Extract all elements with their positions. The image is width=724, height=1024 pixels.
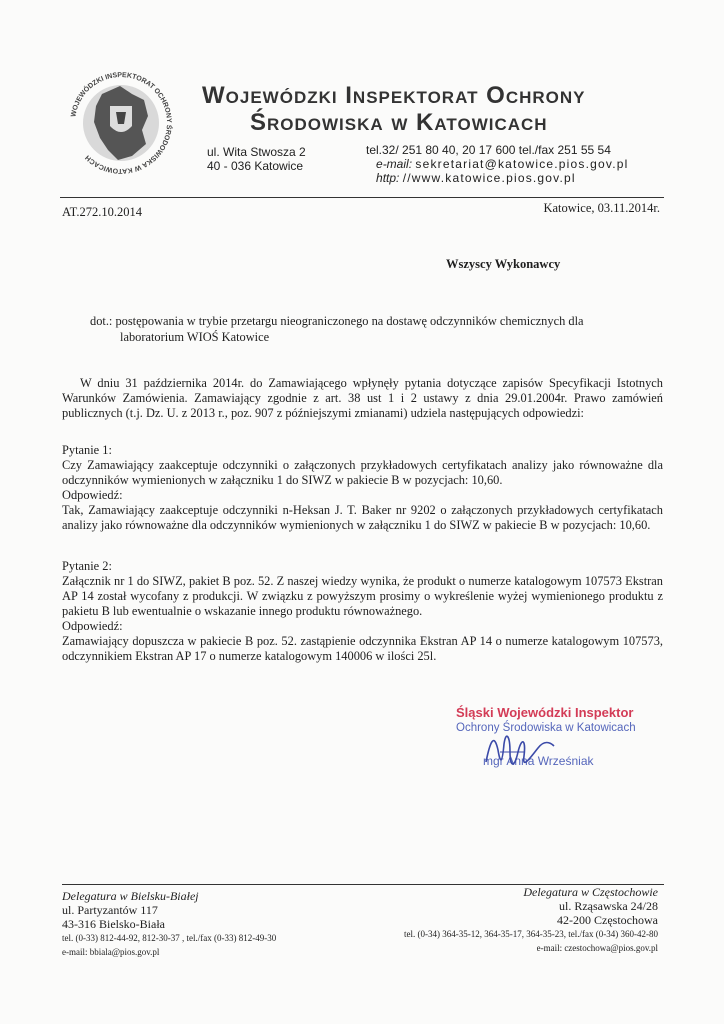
organization-contact	[366, 143, 628, 185]
organization-name-line2: Środowiska w Katowicach	[250, 109, 548, 136]
subject-line1: dot.: postępowania w trybie przetargu nieograniczonego na dostawę odczynników chemicznych dla	[90, 314, 584, 328]
address-city: 40 - 036 Katowice	[207, 159, 304, 173]
organization-address	[207, 145, 306, 173]
addressee: Wszyscy Wykonawcy	[446, 257, 561, 271]
footer-branch-bielsko	[62, 889, 276, 959]
subject-line2: laboratorium WIOŚ Katowice	[120, 329, 270, 344]
question-text: Załącznik nr 1 do SIWZ, pakiet B poz. 52. Z naszej wiedzy wynika, że produkt o numerze katalogowym 107573 Ekstran AP 14 został wycofany z produkcji. W związku z powyższym prosimy o wykreślenie wyżej wymienionego produktu z pakietu B lub ewentualnie o wskazanie innego produktu równoważnego.	[62, 574, 663, 618]
email-address: sekretariat@katowice.pios.gov.pl	[415, 157, 629, 171]
answer-text: Tak, Zamawiający zaakceptuje odczynniki n-Heksan J. T. Baker nr 9202 o załączonych przykładowych certyfikatach analizy jako równoważne dla odczynników wymienionych w załączniku 1 do SIWZ w pakiecie B w pozycjach: 10,60.	[62, 503, 663, 532]
branch-city: 42-200 Częstochowa	[557, 913, 658, 927]
address-street: ul. Wita Stwosza 2	[207, 145, 306, 159]
header-divider	[60, 197, 664, 198]
branch-street: ul. Partyzantów 117	[62, 903, 158, 917]
stamp-line3: mgr Anna Wrześniak	[483, 754, 594, 768]
answer-text: Zamawiający dopuszcza w pakiecie B poz. 52. zastąpienie odczynnika Ekstran AP 14 o numerze katalogowym 107573, odczynnikiem Ekstran AP 17 o numerze katalogowym 140006 w ilości 25l.	[62, 634, 663, 663]
organization-name-line1: Wojewódzki Inspektorat Ochrony	[202, 82, 586, 109]
branch-title: Delegatura w Bielsku-Białej	[62, 889, 199, 903]
footer-branch-czestochowa	[404, 885, 658, 955]
branch-phone: tel. (0-33) 812-44-92, 812-30-37 , tel./fax (0-33) 812-49-30	[62, 933, 277, 943]
place-and-date: Katowice, 03.11.2014r.	[543, 201, 660, 215]
stamp-line2: Ochrony Środowiska w Katowicach	[456, 722, 636, 734]
branch-phone: tel. (0-34) 364-35-12, 364-35-17, 364-35-23, tel./fax (0-34) 360-42-80	[404, 929, 658, 939]
handwritten-signature	[480, 722, 560, 778]
stamp-line1: Śląski Wojewódzki Inspektor	[456, 705, 634, 720]
branch-email: e-mail: czestochowa@pios.gov.pl	[536, 943, 658, 953]
wios-logo	[62, 64, 180, 182]
answer-label: Odpowiedź:	[62, 488, 123, 502]
answer-label: Odpowiedź:	[62, 619, 123, 633]
logo-ring-text: WOJEWÓDZKI INSPEKTORAT OCHRONY ŚRODOWISKA W KATOWICACH	[70, 71, 173, 175]
question-block-2	[62, 559, 663, 664]
reference-number: AT.272.10.2014	[62, 205, 142, 219]
question-block-1	[62, 443, 663, 533]
letter-intro: W dniu 31 października 2014r. do Zamawiającego wpłynęły pytania dotyczące zapisów Specyfikacji Istotnych Warunków Zamówienia. Zamawiający zgodnie z art. 38 ust 1 i 2 ustawy z dnia 29.01.2004r. Prawo zamówień publicznych (t.j. Dz. U. z 2013 r., poz. 907 z późniejszymi zmianami) udziela następujących odpowiedzi:	[62, 376, 663, 420]
website-address: //www.katowice.pios.gov.pl	[402, 171, 576, 185]
question-label: Pytanie 1:	[62, 443, 112, 457]
phone-line: tel.32/ 251 80 40, 20 17 600 tel./fax 251 55 54	[366, 143, 611, 157]
branch-city: 43-316 Bielsko-Biała	[62, 917, 165, 931]
http-label: http:	[376, 171, 400, 185]
branch-street: ul. Rząsawska 24/28	[559, 899, 658, 913]
question-label: Pytanie 2:	[62, 559, 112, 573]
branch-title: Delegatura w Częstochowie	[523, 885, 658, 899]
email-label: e-mail:	[376, 157, 413, 171]
letter-subject	[90, 314, 650, 345]
branch-email: e-mail: bbiala@pios.gov.pl	[62, 947, 160, 957]
question-text: Czy Zamawiający zaakceptuje odczynniki o załączonych przykładowych certyfikatach analizy jako równoważne dla odczynników wymienionych w załączniku 1 do SIWZ w pakiecie B w pozycjach: 10,60.	[62, 458, 663, 487]
